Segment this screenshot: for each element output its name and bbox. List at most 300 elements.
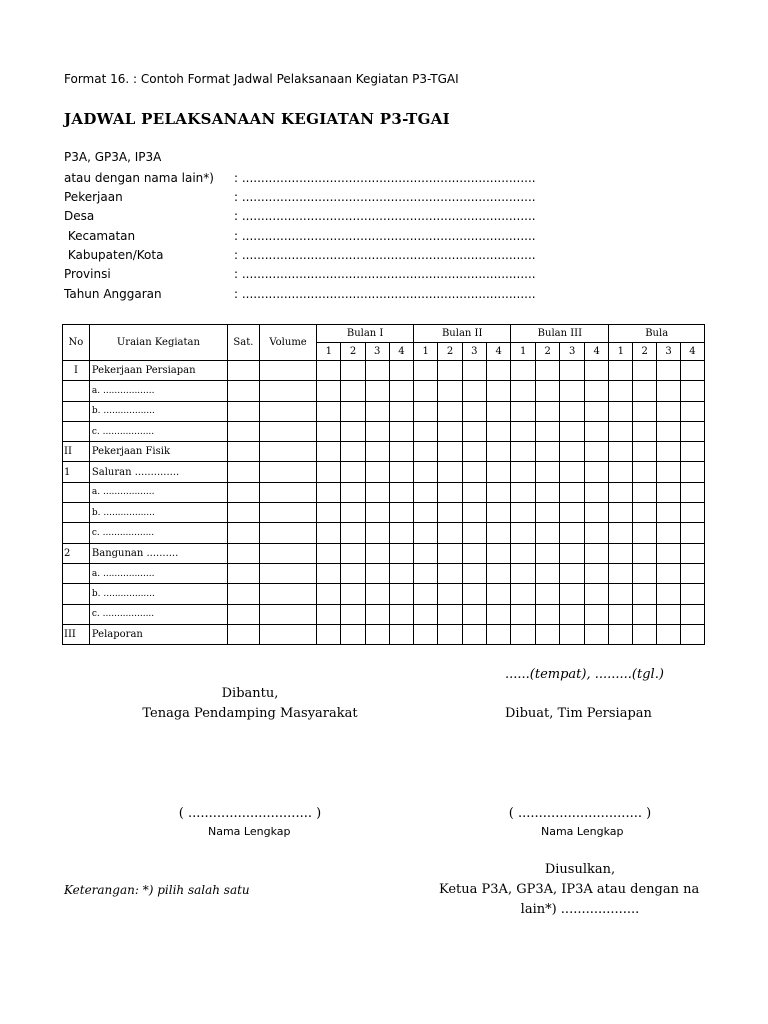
- schedule-cell: [414, 523, 438, 543]
- schedule-cell: [680, 523, 704, 543]
- schedule-cell: [584, 442, 609, 462]
- week-header: 2: [633, 343, 657, 361]
- schedule-cell: [438, 462, 462, 482]
- schedule-cell: [438, 482, 462, 502]
- schedule-cell: [259, 482, 316, 502]
- row-description: b. ..................: [89, 401, 227, 421]
- week-header: 1: [317, 343, 341, 361]
- schedule-cell: [487, 421, 511, 441]
- table-row: [63, 604, 705, 624]
- schedule-cell: [609, 543, 633, 563]
- field-label: Provinsi: [64, 267, 111, 281]
- schedule-cell: [633, 523, 657, 543]
- schedule-cell: [227, 361, 259, 381]
- schedule-cell: [341, 442, 365, 462]
- schedule-cell: [487, 543, 511, 563]
- schedule-cell: [680, 624, 704, 644]
- schedule-cell: [657, 421, 681, 441]
- schedule-cell: [535, 361, 560, 381]
- schedule-cell: [584, 624, 609, 644]
- schedule-cell: [227, 563, 259, 583]
- schedule-cell: [438, 563, 462, 583]
- schedule-cell: [317, 543, 341, 563]
- field-row: [64, 229, 536, 243]
- schedule-cell: [438, 604, 462, 624]
- schedule-cell: [511, 361, 536, 381]
- field-row: [64, 248, 536, 262]
- schedule-cell: [657, 543, 681, 563]
- table-row: [63, 503, 705, 523]
- schedule-cell: [462, 381, 486, 401]
- schedule-cell: [259, 381, 316, 401]
- schedule-cell: [633, 421, 657, 441]
- schedule-cell: [560, 462, 585, 482]
- schedule-cell: [365, 381, 389, 401]
- schedule-cell: [633, 503, 657, 523]
- schedule-cell: [487, 563, 511, 583]
- schedule-cell: [438, 401, 462, 421]
- row-number: [63, 381, 90, 401]
- schedule-cell: [560, 381, 585, 401]
- schedule-cell: [227, 421, 259, 441]
- field-value: : .............................................................................: [234, 248, 536, 262]
- schedule-cell: [560, 604, 585, 624]
- schedule-cell: [680, 482, 704, 502]
- schedule-cell: [680, 543, 704, 563]
- left-sign-line1: Dibantu,: [221, 686, 279, 701]
- schedule-cell: [227, 624, 259, 644]
- no-header: No: [63, 325, 90, 361]
- schedule-cell: [511, 442, 536, 462]
- schedule-cell: [560, 361, 585, 381]
- schedule-cell: [438, 584, 462, 604]
- schedule-cell: [584, 503, 609, 523]
- field-label: Pekerjaan: [64, 190, 123, 204]
- week-header: 2: [438, 343, 462, 361]
- schedule-cell: [633, 584, 657, 604]
- schedule-cell: [365, 604, 389, 624]
- schedule-cell: [633, 543, 657, 563]
- schedule-cell: [259, 401, 316, 421]
- field-row: [64, 190, 536, 204]
- schedule-cell: [511, 421, 536, 441]
- schedule-cell: [259, 503, 316, 523]
- schedule-table: [62, 324, 705, 645]
- schedule-cell: [259, 604, 316, 624]
- row-number: [63, 563, 90, 583]
- schedule-cell: [259, 442, 316, 462]
- row-description: Pelaporan: [89, 624, 227, 644]
- row-description: b. ..................: [89, 584, 227, 604]
- sat-header: Sat.: [227, 325, 259, 361]
- schedule-cell: [414, 482, 438, 502]
- schedule-cell: [680, 604, 704, 624]
- schedule-cell: [462, 584, 486, 604]
- table-row: [63, 543, 705, 563]
- left-sign-line2: Tenaga Pendamping Masyarakat: [142, 706, 358, 721]
- schedule-cell: [535, 421, 560, 441]
- schedule-cell: [487, 482, 511, 502]
- schedule-cell: [414, 624, 438, 644]
- schedule-cell: [259, 584, 316, 604]
- schedule-cell: [511, 624, 536, 644]
- schedule-cell: [511, 482, 536, 502]
- field-value: : .............................................................................: [234, 287, 536, 301]
- schedule-cell: [462, 523, 486, 543]
- table-row: [63, 624, 705, 644]
- month-header: Bulan I: [317, 325, 414, 343]
- schedule-cell: [462, 401, 486, 421]
- schedule-cell: [633, 624, 657, 644]
- schedule-cell: [584, 482, 609, 502]
- schedule-cell: [438, 442, 462, 462]
- schedule-cell: [535, 442, 560, 462]
- week-header: 4: [487, 343, 511, 361]
- schedule-cell: [259, 624, 316, 644]
- schedule-cell: [317, 482, 341, 502]
- row-description: a. ..................: [89, 482, 227, 502]
- row-number: [63, 604, 90, 624]
- schedule-cell: [227, 482, 259, 502]
- schedule-cell: [511, 401, 536, 421]
- schedule-cell: [438, 421, 462, 441]
- schedule-cell: [462, 543, 486, 563]
- schedule-cell: [414, 543, 438, 563]
- schedule-cell: [462, 503, 486, 523]
- schedule-cell: [680, 442, 704, 462]
- schedule-cell: [259, 543, 316, 563]
- schedule-cell: [487, 442, 511, 462]
- schedule-cell: [341, 604, 365, 624]
- schedule-cell: [680, 563, 704, 583]
- schedule-cell: [560, 563, 585, 583]
- schedule-cell: [487, 381, 511, 401]
- schedule-cell: [609, 523, 633, 543]
- schedule-cell: [414, 421, 438, 441]
- schedule-cell: [560, 442, 585, 462]
- schedule-cell: [438, 503, 462, 523]
- schedule-cell: [389, 543, 413, 563]
- schedule-cell: [389, 624, 413, 644]
- schedule-cell: [609, 361, 633, 381]
- format-header: Format 16. : Contoh Format Jadwal Pelaksanaan Kegiatan P3-TGAI: [64, 72, 459, 86]
- schedule-cell: [657, 442, 681, 462]
- schedule-cell: [227, 604, 259, 624]
- schedule-cell: [414, 563, 438, 583]
- schedule-cell: [414, 503, 438, 523]
- row-description: Saluran ..............: [89, 462, 227, 482]
- schedule-cell: [584, 381, 609, 401]
- field-row: [64, 171, 536, 185]
- row-description: Bangunan ..........: [89, 543, 227, 563]
- schedule-cell: [341, 401, 365, 421]
- table-row: [63, 442, 705, 462]
- schedule-cell: [259, 462, 316, 482]
- schedule-cell: [560, 584, 585, 604]
- schedule-cell: [341, 421, 365, 441]
- uraian-header: Uraian Kegiatan: [89, 325, 227, 361]
- schedule-cell: [317, 604, 341, 624]
- schedule-cell: [414, 462, 438, 482]
- schedule-cell: [462, 421, 486, 441]
- field-label: atau dengan nama lain*): [64, 171, 214, 185]
- schedule-cell: [389, 401, 413, 421]
- row-number: II: [63, 442, 90, 462]
- schedule-cell: [341, 462, 365, 482]
- row-description: c. ..................: [89, 523, 227, 543]
- schedule-cell: [414, 604, 438, 624]
- schedule-cell: [365, 361, 389, 381]
- schedule-cell: [511, 604, 536, 624]
- schedule-cell: [227, 523, 259, 543]
- schedule-cell: [511, 503, 536, 523]
- table-row: [63, 584, 705, 604]
- schedule-cell: [414, 442, 438, 462]
- schedule-cell: [657, 624, 681, 644]
- table-row: [63, 462, 705, 482]
- schedule-cell: [317, 563, 341, 583]
- row-number: 2: [63, 543, 90, 563]
- table-row: [63, 401, 705, 421]
- table-row: [63, 482, 705, 502]
- schedule-cell: [609, 604, 633, 624]
- schedule-cell: [584, 523, 609, 543]
- note: Keterangan: *) pilih salah satu: [64, 883, 250, 897]
- schedule-cell: [227, 462, 259, 482]
- schedule-cell: [680, 503, 704, 523]
- schedule-cell: [317, 381, 341, 401]
- schedule-cell: [584, 584, 609, 604]
- schedule-cell: [535, 503, 560, 523]
- field-row: [64, 209, 536, 223]
- schedule-cell: [414, 381, 438, 401]
- field-value: : .............................................................................: [234, 171, 536, 185]
- schedule-cell: [389, 563, 413, 583]
- schedule-cell: [680, 462, 704, 482]
- schedule-cell: [389, 361, 413, 381]
- schedule-cell: [535, 543, 560, 563]
- schedule-cell: [584, 361, 609, 381]
- schedule-cell: [341, 523, 365, 543]
- schedule-cell: [317, 442, 341, 462]
- schedule-cell: [365, 421, 389, 441]
- schedule-cell: [259, 421, 316, 441]
- schedule-cell: [633, 563, 657, 583]
- schedule-cell: [560, 523, 585, 543]
- schedule-cell: [365, 462, 389, 482]
- schedule-cell: [341, 624, 365, 644]
- field-row: [64, 287, 536, 301]
- table-row: [63, 381, 705, 401]
- row-number: [63, 482, 90, 502]
- schedule-cell: [227, 584, 259, 604]
- month-header: Bulan II: [414, 325, 511, 343]
- schedule-cell: [259, 563, 316, 583]
- table-row: [63, 421, 705, 441]
- schedule-cell: [341, 381, 365, 401]
- schedule-cell: [680, 361, 704, 381]
- field-label: Kabupaten/Kota: [64, 248, 164, 262]
- proposed-line3: lain*) ...................: [520, 902, 640, 917]
- schedule-cell: [341, 543, 365, 563]
- field-label: Kecamatan: [64, 229, 136, 243]
- field-value: : .............................................................................: [234, 267, 536, 281]
- schedule-cell: [317, 624, 341, 644]
- schedule-cell: [633, 442, 657, 462]
- table-row: [63, 361, 705, 381]
- schedule-cell: [389, 523, 413, 543]
- schedule-cell: [535, 584, 560, 604]
- schedule-cell: [389, 421, 413, 441]
- schedule-cell: [462, 482, 486, 502]
- row-number: [63, 401, 90, 421]
- schedule-cell: [462, 462, 486, 482]
- schedule-cell: [317, 462, 341, 482]
- schedule-cell: [511, 462, 536, 482]
- schedule-cell: [365, 503, 389, 523]
- schedule-cell: [657, 604, 681, 624]
- week-header: 3: [560, 343, 585, 361]
- schedule-cell: [535, 381, 560, 401]
- schedule-cell: [560, 624, 585, 644]
- schedule-cell: [414, 401, 438, 421]
- schedule-cell: [609, 462, 633, 482]
- schedule-cell: [341, 361, 365, 381]
- schedule-cell: [462, 442, 486, 462]
- schedule-cell: [657, 584, 681, 604]
- schedule-cell: [535, 604, 560, 624]
- week-header: 1: [511, 343, 536, 361]
- week-header: 4: [584, 343, 609, 361]
- schedule-cell: [657, 503, 681, 523]
- schedule-cell: [462, 563, 486, 583]
- schedule-cell: [487, 401, 511, 421]
- schedule-cell: [609, 421, 633, 441]
- schedule-cell: [511, 543, 536, 563]
- row-description: Pekerjaan Fisik: [89, 442, 227, 462]
- schedule-cell: [584, 543, 609, 563]
- schedule-cell: [657, 462, 681, 482]
- schedule-cell: [414, 584, 438, 604]
- week-header: 2: [341, 343, 365, 361]
- schedule-cell: [560, 421, 585, 441]
- schedule-cell: [633, 604, 657, 624]
- schedule-cell: [609, 442, 633, 462]
- left-name-label: Nama Lengkap: [208, 825, 291, 838]
- schedule-cell: [633, 482, 657, 502]
- schedule-cell: [535, 482, 560, 502]
- row-number: [63, 503, 90, 523]
- field-label: Desa: [64, 209, 95, 223]
- proposed-line1: Diusulkan,: [544, 862, 616, 877]
- table-row: [63, 523, 705, 543]
- schedule-cell: [511, 563, 536, 583]
- schedule-cell: [680, 584, 704, 604]
- field-value: : .............................................................................: [234, 209, 536, 223]
- row-description: Pekerjaan Persiapan: [89, 361, 227, 381]
- schedule-cell: [389, 503, 413, 523]
- schedule-cell: [462, 624, 486, 644]
- schedule-cell: [609, 381, 633, 401]
- field-label: P3A, GP3A, IP3A: [64, 150, 162, 164]
- week-header: 3: [462, 343, 486, 361]
- schedule-cell: [365, 563, 389, 583]
- schedule-cell: [462, 604, 486, 624]
- schedule-cell: [227, 503, 259, 523]
- schedule-cell: [657, 523, 681, 543]
- schedule-cell: [535, 624, 560, 644]
- schedule-cell: [633, 401, 657, 421]
- schedule-cell: [259, 361, 316, 381]
- schedule-cell: [680, 421, 704, 441]
- schedule-cell: [341, 584, 365, 604]
- row-description: a. ..................: [89, 381, 227, 401]
- schedule-cell: [389, 462, 413, 482]
- schedule-cell: [609, 584, 633, 604]
- schedule-cell: [227, 401, 259, 421]
- document-title: JADWAL PELAKSANAAN KEGIATAN P3-TGAI: [64, 110, 450, 128]
- schedule-cell: [487, 462, 511, 482]
- schedule-cell: [365, 442, 389, 462]
- schedule-cell: [317, 523, 341, 543]
- schedule-cell: [633, 381, 657, 401]
- field-row: [64, 267, 536, 281]
- schedule-cell: [341, 563, 365, 583]
- schedule-cell: [438, 624, 462, 644]
- schedule-cell: [365, 523, 389, 543]
- schedule-cell: [365, 543, 389, 563]
- schedule-cell: [317, 421, 341, 441]
- schedule-cell: [511, 381, 536, 401]
- schedule-cell: [487, 503, 511, 523]
- right-sign-blank: ( .............................. ): [508, 806, 652, 821]
- schedule-cell: [633, 361, 657, 381]
- field-value: : .............................................................................: [234, 190, 536, 204]
- place-date: ......(tempat), .........(tgl.): [505, 667, 664, 682]
- row-number: I: [63, 361, 90, 381]
- schedule-cell: [438, 523, 462, 543]
- schedule-cell: [680, 381, 704, 401]
- schedule-cell: [389, 381, 413, 401]
- schedule-cell: [227, 442, 259, 462]
- schedule-cell: [560, 482, 585, 502]
- field-value: : .............................................................................: [234, 229, 536, 243]
- schedule-cell: [609, 503, 633, 523]
- schedule-cell: [438, 361, 462, 381]
- schedule-cell: [680, 401, 704, 421]
- schedule-cell: [227, 543, 259, 563]
- schedule-cell: [535, 523, 560, 543]
- row-number: [63, 421, 90, 441]
- row-number: [63, 523, 90, 543]
- schedule-cell: [438, 543, 462, 563]
- schedule-cell: [317, 361, 341, 381]
- schedule-cell: [584, 421, 609, 441]
- schedule-cell: [487, 624, 511, 644]
- schedule-cell: [365, 401, 389, 421]
- schedule-cell: [487, 523, 511, 543]
- schedule-cell: [657, 563, 681, 583]
- schedule-cell: [535, 563, 560, 583]
- week-header: 2: [535, 343, 560, 361]
- week-header: 3: [657, 343, 681, 361]
- schedule-cell: [365, 624, 389, 644]
- week-header: 4: [680, 343, 704, 361]
- schedule-cell: [511, 523, 536, 543]
- schedule-cell: [487, 361, 511, 381]
- week-header: 3: [365, 343, 389, 361]
- month-header: Bula: [609, 325, 705, 343]
